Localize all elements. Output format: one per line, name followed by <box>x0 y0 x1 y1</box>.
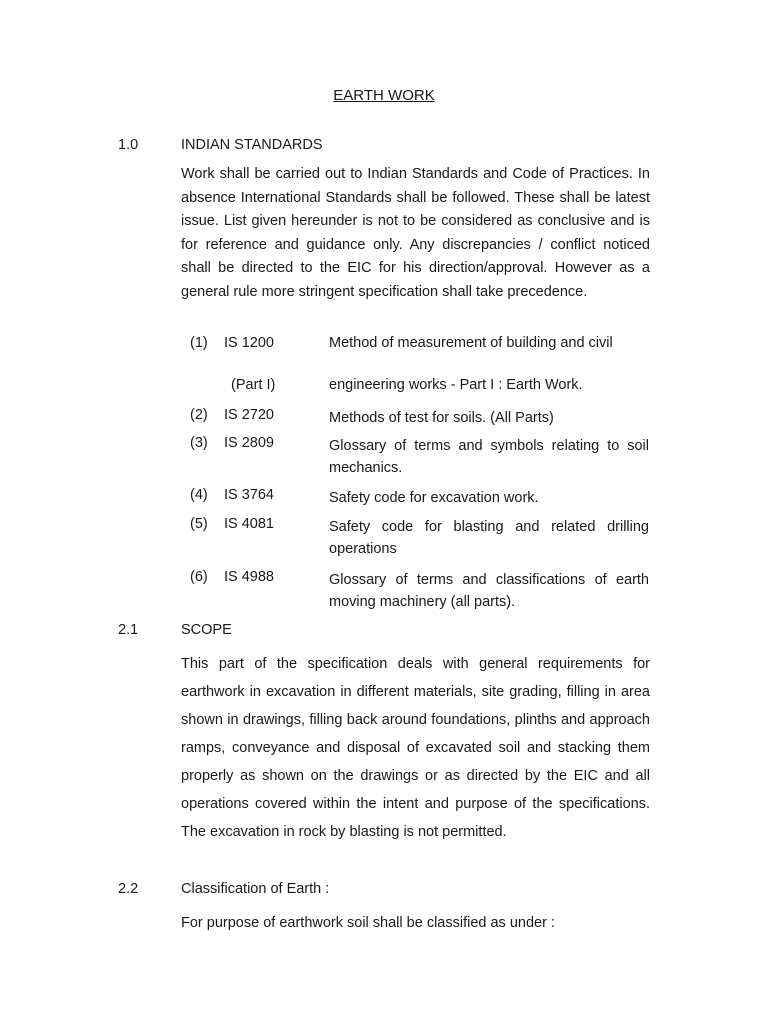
section-heading: Classification of Earth : <box>181 881 330 897</box>
standard-code: IS 4988 <box>224 569 274 585</box>
section-text: For purpose of earthwork soil shall be classified as under : <box>181 915 555 931</box>
standard-description: Methods of test for soils. (All Parts) <box>329 410 554 426</box>
standard-part: (Part I) <box>231 377 276 393</box>
section-number: 2.2 <box>118 881 139 897</box>
section-number: 2.1 <box>118 622 139 638</box>
standard-number: (1) <box>190 335 208 351</box>
standard-description: Safety code for excavation work. <box>329 490 539 506</box>
section-number: 1.0 <box>118 137 139 153</box>
standard-code: IS 3764 <box>224 487 274 503</box>
section-heading: SCOPE <box>181 622 232 638</box>
section-paragraph: This part of the specification deals with general requirements for earthwork in excavation in different materials, site grading, filling in area shown in drawings, filling back around foundations, plinths and approach ramps, conveyance and disposal of excavated soil and stacking them properly as shown on the drawings or as directed by the EIC and all operations covered within the intent and purpose of the specifications. The excavation in rock by blasting is not permitted. <box>181 656 650 840</box>
standard-number: (5) <box>190 516 208 532</box>
standard-number: (6) <box>190 569 208 585</box>
document-title: EARTH WORK <box>333 87 435 104</box>
standard-number: (2) <box>190 407 208 423</box>
standard-number: (4) <box>190 487 208 503</box>
standard-code: IS 2809 <box>224 435 274 451</box>
standard-code: IS 2720 <box>224 407 274 423</box>
standard-description: Method of measurement of building and civil <box>329 335 613 351</box>
standard-number: (3) <box>190 435 208 451</box>
standard-description: Safety code for blasting and related drilling operations <box>329 519 649 557</box>
section-heading: INDIAN STANDARDS <box>181 137 323 153</box>
section-paragraph: Work shall be carried out to Indian Standards and Code of Practices. In absence International Standards shall be followed. These shall be latest issue. List given hereunder is not to be considered as conclusive and is for reference and guidance only. Any discrepancies / conflict noticed shall be directed to the EIC for his direction/approval. However as a general rule more stringent specification shall take precedence. <box>181 166 650 300</box>
standard-code: IS 4081 <box>224 516 274 532</box>
standard-code: IS 1200 <box>224 335 274 351</box>
standard-description: Glossary of terms and classifications of earth moving machinery (all parts). <box>329 572 649 610</box>
standard-description: Glossary of terms and symbols relating to soil mechanics. <box>329 438 649 476</box>
standard-part-description: engineering works - Part I : Earth Work. <box>329 377 583 393</box>
